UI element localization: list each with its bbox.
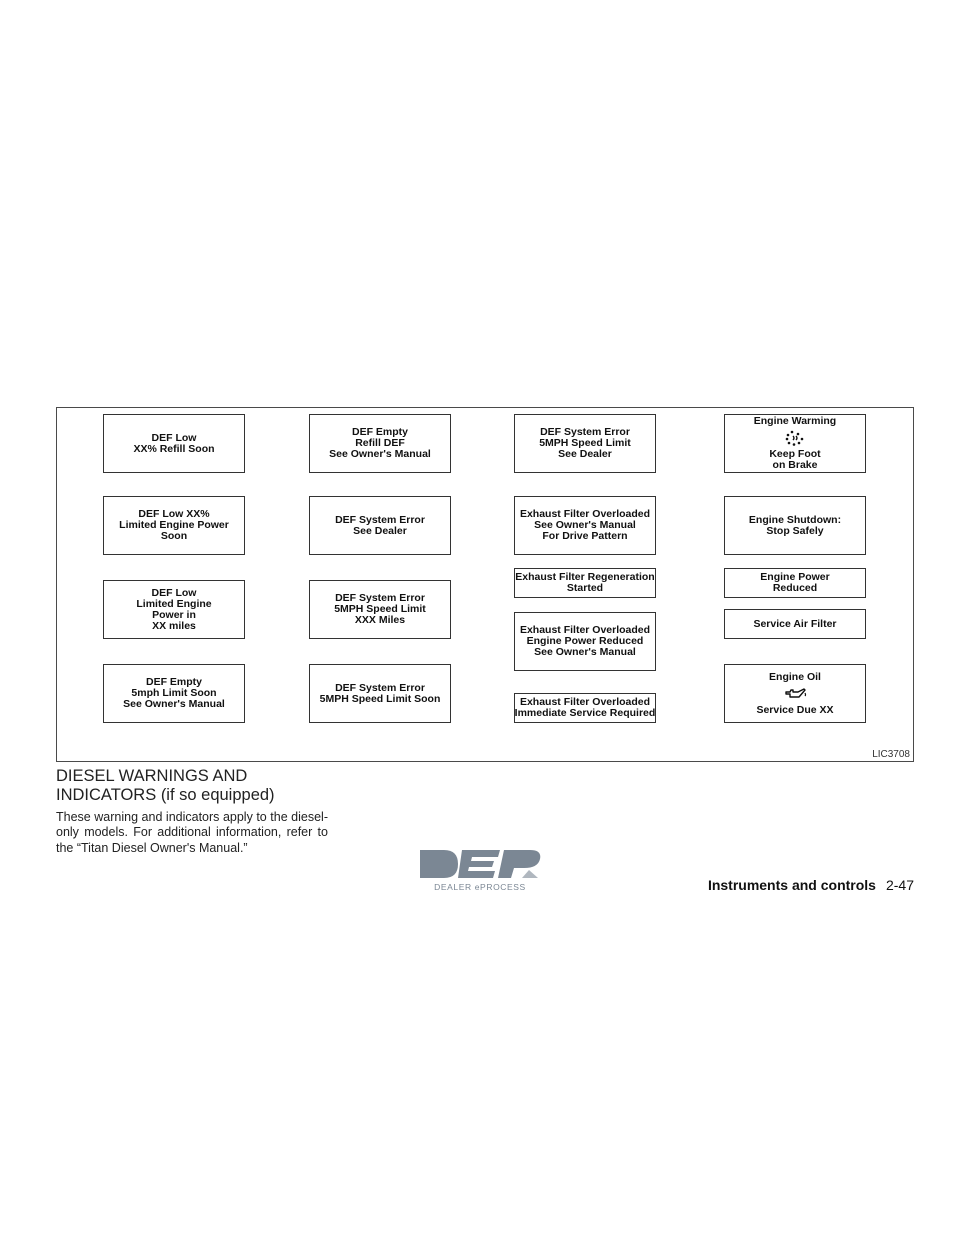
box-line: See Dealer xyxy=(558,448,612,460)
indicator-box-exhaust-filter-immediate-service xyxy=(514,693,656,723)
box-line: Engine Oil xyxy=(769,670,821,683)
box-line: Reduced xyxy=(772,582,818,594)
indicator-box-def-system-error-speed-soon xyxy=(309,664,451,723)
footer-page-number: 2-47 xyxy=(885,877,914,893)
box-line: Soon xyxy=(160,530,188,542)
box-line: DEF Empty xyxy=(351,426,408,438)
indicator-box-service-air-filter xyxy=(724,609,866,639)
box-line: See Dealer xyxy=(353,524,407,537)
section-heading-line: DIESEL WARNINGS AND xyxy=(56,767,248,785)
footer-section-name: Instruments and controls xyxy=(707,877,876,893)
box-line: Engine Power Reduced xyxy=(526,635,644,647)
indicator-box-def-low-power-in-miles xyxy=(103,580,245,639)
box-line: Exhaust Filter Regeneration xyxy=(515,571,655,583)
indicator-box-def-system-error-dealer xyxy=(309,496,451,555)
box-line: DEF Empty xyxy=(145,676,202,688)
box-line: Immediate Service Required xyxy=(514,707,656,719)
box-line: DEF Low xyxy=(151,586,197,599)
indicator-box-def-system-error-speed-dealer xyxy=(514,414,656,473)
box-line: Refill DEF xyxy=(355,437,405,449)
indicator-box-exhaust-filter-regeneration xyxy=(514,568,656,598)
box-line: on Brake xyxy=(772,459,818,471)
box-line: For Drive Pattern xyxy=(542,530,628,542)
box-line: Power in xyxy=(152,608,196,621)
indicator-box-exhaust-filter-drive-pattern xyxy=(514,496,656,555)
section-body-text: These warning and indicators apply to the diesel-only models. For additional information, refer to the “Titan Diesel Owner's Manual.” xyxy=(56,810,328,855)
indicator-box-def-empty-limit-soon xyxy=(103,664,245,723)
indicator-box-def-empty-refill xyxy=(309,414,451,473)
glow-plug-coil-icon xyxy=(784,430,806,446)
box-line: DEF System Error xyxy=(540,426,630,438)
box-line: XX% Refill Soon xyxy=(133,442,215,455)
dealer-eprocess-watermark xyxy=(418,846,544,894)
box-line: See Owner's Manual xyxy=(534,646,636,658)
indicator-box-exhaust-filter-power-reduced xyxy=(514,612,656,671)
box-line: 5MPH Speed Limit Soon xyxy=(319,692,441,705)
indicator-box-engine-shutdown xyxy=(724,496,866,555)
box-line: XXX Miles xyxy=(354,614,406,626)
indicator-box-def-system-error-speed-miles xyxy=(309,580,451,639)
box-line: See Owner's Manual xyxy=(123,698,225,710)
box-line: See Owner's Manual xyxy=(534,519,636,531)
box-line: DEF System Error xyxy=(335,513,425,526)
box-line: 5mph Limit Soon xyxy=(131,687,217,699)
box-line: DEF Low XX% xyxy=(138,508,210,520)
section-heading-line: INDICATORS (if so equipped) xyxy=(56,786,275,804)
section-heading xyxy=(56,767,356,805)
figure-code: LIC3708 xyxy=(872,749,910,760)
box-line: 5MPH Speed Limit xyxy=(539,437,631,449)
box-line: Stop Safely xyxy=(766,524,824,537)
page-footer xyxy=(708,877,914,893)
indicator-box-engine-warming xyxy=(724,414,866,473)
indicator-figure xyxy=(56,407,914,762)
box-line: Exhaust Filter Overloaded xyxy=(519,624,651,636)
oil-can-icon xyxy=(783,686,807,702)
indicator-box-def-low-refill xyxy=(103,414,245,473)
box-line: Service Due XX xyxy=(756,703,834,716)
indicator-box-engine-power-reduced xyxy=(724,568,866,598)
box-line: See Owner's Manual xyxy=(329,448,431,460)
box-line: Service Air Filter xyxy=(753,617,837,630)
indicator-box-engine-oil xyxy=(724,664,866,723)
box-line: 5MPH Speed Limit xyxy=(334,603,426,615)
box-line: Limited Engine Power xyxy=(119,519,229,531)
box-line: Engine Power xyxy=(760,571,830,583)
box-line: DEF System Error xyxy=(335,592,425,604)
box-line: Limited Engine xyxy=(136,597,212,610)
box-line: Engine Shutdown: xyxy=(748,513,842,526)
box-line: Keep Foot xyxy=(769,448,821,460)
box-line: Started xyxy=(566,582,604,594)
box-line: XX miles xyxy=(152,619,196,632)
box-line: Engine Warming xyxy=(753,415,837,427)
box-line: DEF Low xyxy=(151,431,197,444)
box-line: DEF System Error xyxy=(335,681,425,694)
indicator-box-def-low-limited-power xyxy=(103,496,245,555)
watermark-tagline: DEALER ePROCESS xyxy=(434,882,526,892)
box-line: Exhaust Filter Overloaded xyxy=(519,696,651,708)
box-line: Exhaust Filter Overloaded xyxy=(519,508,651,520)
